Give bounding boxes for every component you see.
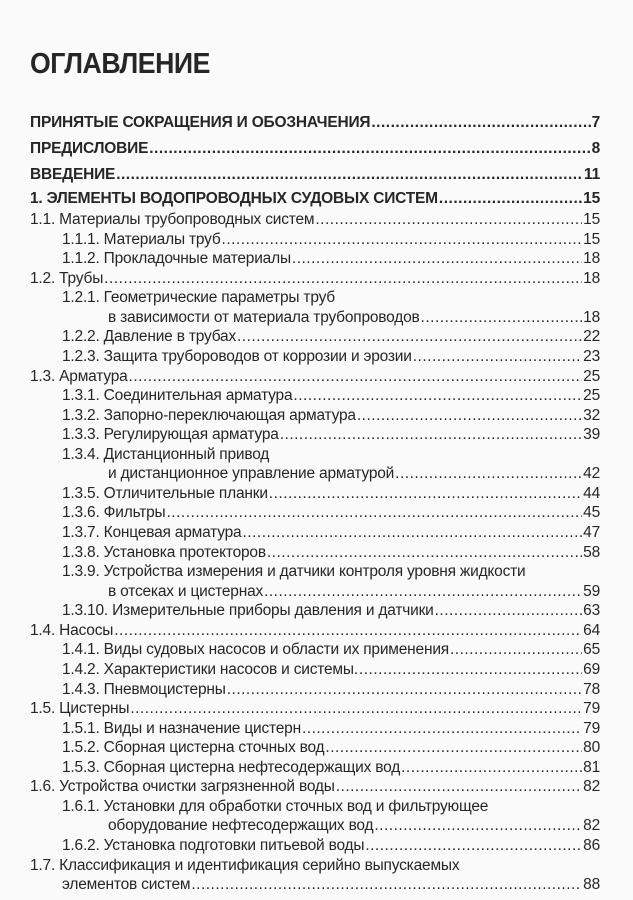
dot-leader (237, 327, 582, 347)
toc-page-number: 15 (583, 190, 600, 207)
toc-entry-title-continued: элементов систем (62, 876, 191, 894)
dot-leader (357, 406, 582, 426)
toc-entry-title: 1.6. Устройства очистки загрязненной воды (30, 778, 335, 796)
toc-entry[interactable] (0, 699, 633, 719)
toc-entry[interactable] (0, 562, 633, 582)
dot-leader (325, 738, 582, 758)
toc-page-number: 63 (583, 602, 600, 620)
dot-leader (280, 425, 582, 445)
toc-entry-title: 1.2. Трубы (30, 269, 104, 287)
toc-page-number: 32 (583, 406, 600, 424)
toc-page-number: 79 (583, 719, 600, 737)
toc-page-number: 22 (583, 328, 600, 346)
toc-page-number: 11 (584, 166, 600, 183)
toc-page-number: 7 (591, 114, 600, 131)
toc-entry-title: 1.5.2. Сборная цистерна сточных вод (62, 739, 325, 757)
dot-leader (269, 484, 582, 504)
dot-leader (130, 699, 582, 719)
toc-entry-title: 1.3.4. Дистанционный привод (62, 445, 270, 463)
toc-page-number: 39 (583, 426, 600, 444)
toc-entry[interactable] (0, 543, 633, 563)
toc-entry-title: 1.2.2. Давление в трубах (62, 328, 236, 346)
toc-page-number: 78 (583, 680, 600, 698)
dot-leader (149, 136, 590, 162)
toc-entry[interactable] (0, 406, 633, 426)
dot-leader (435, 601, 583, 621)
toc-entry-title: 1.3.7. Концевая арматура (62, 524, 242, 541)
toc-entry-title: 1.4. Насосы (30, 621, 114, 639)
toc-page-number: 25 (583, 387, 600, 405)
toc-entry-title: 1.3.8. Установка протекторов (62, 543, 266, 561)
toc-entry-title: 1.2.1. Геометрические параметры труб (62, 289, 335, 307)
toc-entry-title: ВВЕДЕНИЕ (30, 166, 116, 183)
toc-entry-title: 1.1.2. Прокладочные материалы (62, 250, 291, 268)
toc-entry-continuation[interactable] (0, 875, 633, 895)
toc-page-number: 86 (583, 837, 600, 854)
toc-entry[interactable] (0, 640, 633, 660)
toc-entry-title: 1.5.3. Сборная цистерна нефтесодержащих вод (62, 758, 401, 776)
toc-entry[interactable] (0, 601, 633, 621)
toc-entry[interactable] (0, 367, 633, 387)
toc-entry-title: 1.4.3. Пневмоцистерны (62, 680, 226, 698)
toc-entry[interactable] (0, 249, 633, 269)
toc-page-number: 44 (583, 484, 600, 502)
toc-entry-title: 1.4.1. Виды судовых насосов и области их применения (62, 641, 449, 659)
toc-page-number: 8 (591, 140, 600, 157)
toc-entry-title: 1.1. Материалы трубопроводных систем (30, 211, 315, 228)
toc-entry[interactable] (0, 288, 633, 308)
toc-page-number: 25 (583, 367, 600, 385)
dot-leader (439, 188, 582, 210)
toc-entry[interactable] (0, 445, 633, 465)
toc-entry-title: 1. ЭЛЕМЕНТЫ ВОДОПРОВОДНЫХ СУДОВЫХ СИСТЕМ (30, 190, 438, 207)
table-of-contents (0, 110, 633, 895)
dot-leader (116, 162, 583, 188)
toc-entry-title: 1.3. Арматура (30, 367, 128, 385)
dot-leader (293, 386, 582, 406)
toc-entry[interactable] (0, 136, 633, 162)
dot-leader (129, 367, 583, 387)
toc-entry[interactable] (0, 719, 633, 739)
dot-leader (401, 758, 582, 778)
toc-entry-title: 1.1.1. Материалы труб (62, 230, 221, 248)
toc-entry[interactable] (0, 425, 633, 445)
dot-leader (450, 640, 582, 660)
toc-entry-title: ПРЕДИСЛОВИЕ (30, 140, 149, 157)
toc-entry[interactable] (0, 738, 633, 758)
dot-leader (365, 836, 582, 856)
dot-leader (267, 543, 582, 563)
toc-page-number: 69 (583, 660, 600, 678)
toc-page-number: 81 (583, 758, 600, 776)
dot-leader (421, 308, 583, 328)
toc-entry-title: 1.4.2. Характеристики насосов и системы. (62, 660, 358, 678)
toc-entry[interactable] (0, 836, 633, 856)
toc-entry-title: 1.3.6. Фильтры (62, 504, 166, 522)
toc-entry-title: 1.7. Классификация и идентификация серийно выпускаемых (30, 856, 460, 874)
toc-page-number: 18 (583, 308, 600, 326)
toc-page-number: 79 (583, 700, 600, 718)
toc-entry[interactable] (0, 660, 633, 680)
toc-entry[interactable] (0, 269, 633, 289)
dot-leader (292, 249, 582, 269)
toc-entry[interactable] (0, 230, 633, 250)
toc-page-number: 64 (583, 621, 600, 639)
dot-leader (114, 621, 582, 641)
toc-entry-continuation[interactable] (0, 464, 633, 484)
dot-leader (264, 582, 582, 602)
toc-entry-continuation[interactable] (0, 582, 633, 602)
toc-entry-title: 1.5.1. Виды и назначение цистерн (62, 719, 301, 737)
toc-page-number: 82 (583, 817, 600, 835)
toc-entry[interactable] (0, 110, 633, 136)
page-title: ОГЛАВЛЕНИЕ (30, 48, 210, 80)
toc-entry[interactable] (0, 777, 633, 797)
toc-page-number: 59 (583, 582, 600, 600)
toc-entry[interactable] (0, 210, 633, 230)
toc-entry-title: 1.3.3. Регулирующая арматура (62, 426, 279, 444)
toc-page-number: 82 (583, 778, 600, 796)
toc-page-number: 47 (583, 524, 600, 541)
toc-entry-title: 1.2.3. Защита трубороводов от коррозии и эрозии (62, 347, 412, 365)
toc-page-number: 18 (583, 269, 600, 287)
toc-entry-title-continued: в отсеках и цистернах (108, 582, 264, 600)
toc-page-number: 15 (583, 230, 600, 248)
dot-leader (104, 269, 582, 289)
toc-page-number: 45 (583, 504, 600, 522)
toc-entry-title: 1.3.2. Запорно-переключающая арматура (62, 406, 356, 424)
toc-page-number: 15 (583, 211, 600, 228)
toc-entry-title: ПРИНЯТЫЕ СОКРАЩЕНИЯ И ОБОЗНАЧЕНИЯ (30, 114, 371, 131)
toc-entry[interactable] (0, 621, 633, 641)
toc-page-number: 18 (583, 250, 600, 268)
dot-leader (371, 110, 590, 136)
toc-page-number: 65 (583, 641, 600, 659)
dot-leader (374, 816, 582, 836)
dot-leader (222, 230, 583, 250)
toc-page-number: 42 (583, 465, 600, 483)
toc-entry[interactable] (0, 758, 633, 778)
toc-entry-title: 1.5. Цистерны (30, 700, 130, 718)
toc-entry[interactable] (0, 797, 633, 817)
dot-leader (315, 210, 582, 230)
dot-leader (395, 464, 582, 484)
toc-entry-title-continued: и дистанционное управление арматурой (108, 465, 395, 483)
toc-entry-title: 1.6.1. Установки для обработки сточных вод и фильтрующее (62, 797, 489, 815)
toc-entry[interactable] (0, 162, 633, 188)
toc-page-number: 23 (583, 347, 600, 365)
toc-entry-continuation[interactable] (0, 816, 633, 836)
toc-entry-title-continued: оборудование нефтесодержащих вод (108, 817, 374, 835)
toc-entry[interactable] (0, 680, 633, 700)
toc-entry-title-continued: в зависимости от материала трубопроводов (108, 308, 420, 326)
dot-leader (191, 875, 582, 895)
toc-page-number: 58 (583, 543, 600, 561)
toc-entry[interactable] (0, 386, 633, 406)
dot-leader (302, 719, 582, 739)
toc-entry-title: 1.3.5. Отличительные планки (62, 484, 268, 502)
dot-leader (227, 680, 582, 700)
dot-leader (359, 660, 582, 680)
toc-entry-title: 1.3.10. Измерительные приборы давления и датчики (62, 602, 434, 620)
toc-entry[interactable] (0, 484, 633, 504)
toc-entry-title: 1.6.2. Установка подготовки питьевой воды (62, 837, 365, 854)
toc-page-number: 88 (583, 876, 600, 894)
toc-entry[interactable] (0, 327, 633, 347)
toc-entry-title: 1.3.1. Соединительная арматура (62, 387, 293, 405)
toc-entry-title: 1.3.9. Устройства измерения и датчики контроля уровня жидкости (62, 563, 526, 581)
toc-entry[interactable] (0, 347, 633, 367)
dot-leader (167, 503, 583, 523)
toc-entry[interactable] (0, 523, 633, 543)
toc-entry[interactable] (0, 188, 633, 210)
toc-entry[interactable] (0, 503, 633, 523)
dot-leader (242, 523, 582, 543)
dot-leader (336, 777, 582, 797)
toc-entry-continuation[interactable] (0, 308, 633, 328)
toc-page-number: 80 (583, 739, 600, 757)
toc-entry[interactable] (0, 856, 633, 876)
dot-leader (413, 347, 582, 367)
